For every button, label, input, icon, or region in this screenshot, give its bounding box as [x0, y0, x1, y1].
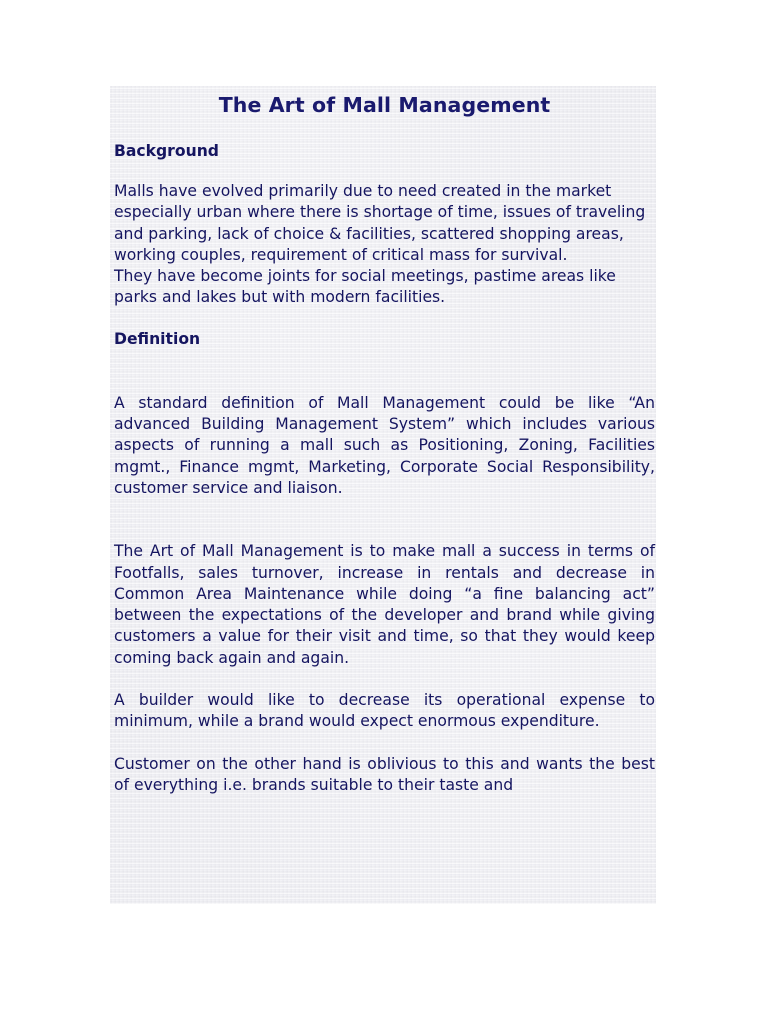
definition-heading: Definition — [114, 329, 201, 348]
document-title: The Art of Mall Management — [218, 93, 551, 117]
background-paragraph-1: Malls have evolved primarily due to need created in the market especially urban where there is shortage of time, issues of traveling and parking, lack of choice & facilities, scattered shopping areas, working couples, requirement of critical mass for survival. — [114, 182, 646, 264]
definition-paragraph-2: The Art of Mall Management is to make mall a success in terms of Footfalls, sales turnover, increase in rentals and decrease in Common Area Maintenance while doing “a fine balancing act” between the expectations of the developer and brand while giving customers a value for their visit and time, so that they would keep coming back again and again. — [114, 542, 655, 667]
definition-paragraph-4: Customer on the other hand is oblivious to this and wants the best of everything i.e. brands suitable to their taste and — [114, 754, 655, 794]
background-heading: Background — [114, 142, 219, 160]
definition-paragraph-1: A standard definition of Mall Management could be like “An advanced Building Management System” which includes various aspects of running a mall such as Positioning, Zoning, Facilities mgmt., Finance mgmt, Marketing, Corporate Social Responsibility, customer service and liaison. — [114, 393, 655, 497]
document-content — [114, 86, 655, 796]
background-paragraph-2: They have become joints for social meetings, pastime areas like parks and lakes but with modern facilities. — [114, 267, 616, 307]
definition-paragraph-3: A builder would like to decrease its operational expense to minimum, while a brand would expect enormous expenditure. — [114, 691, 655, 731]
